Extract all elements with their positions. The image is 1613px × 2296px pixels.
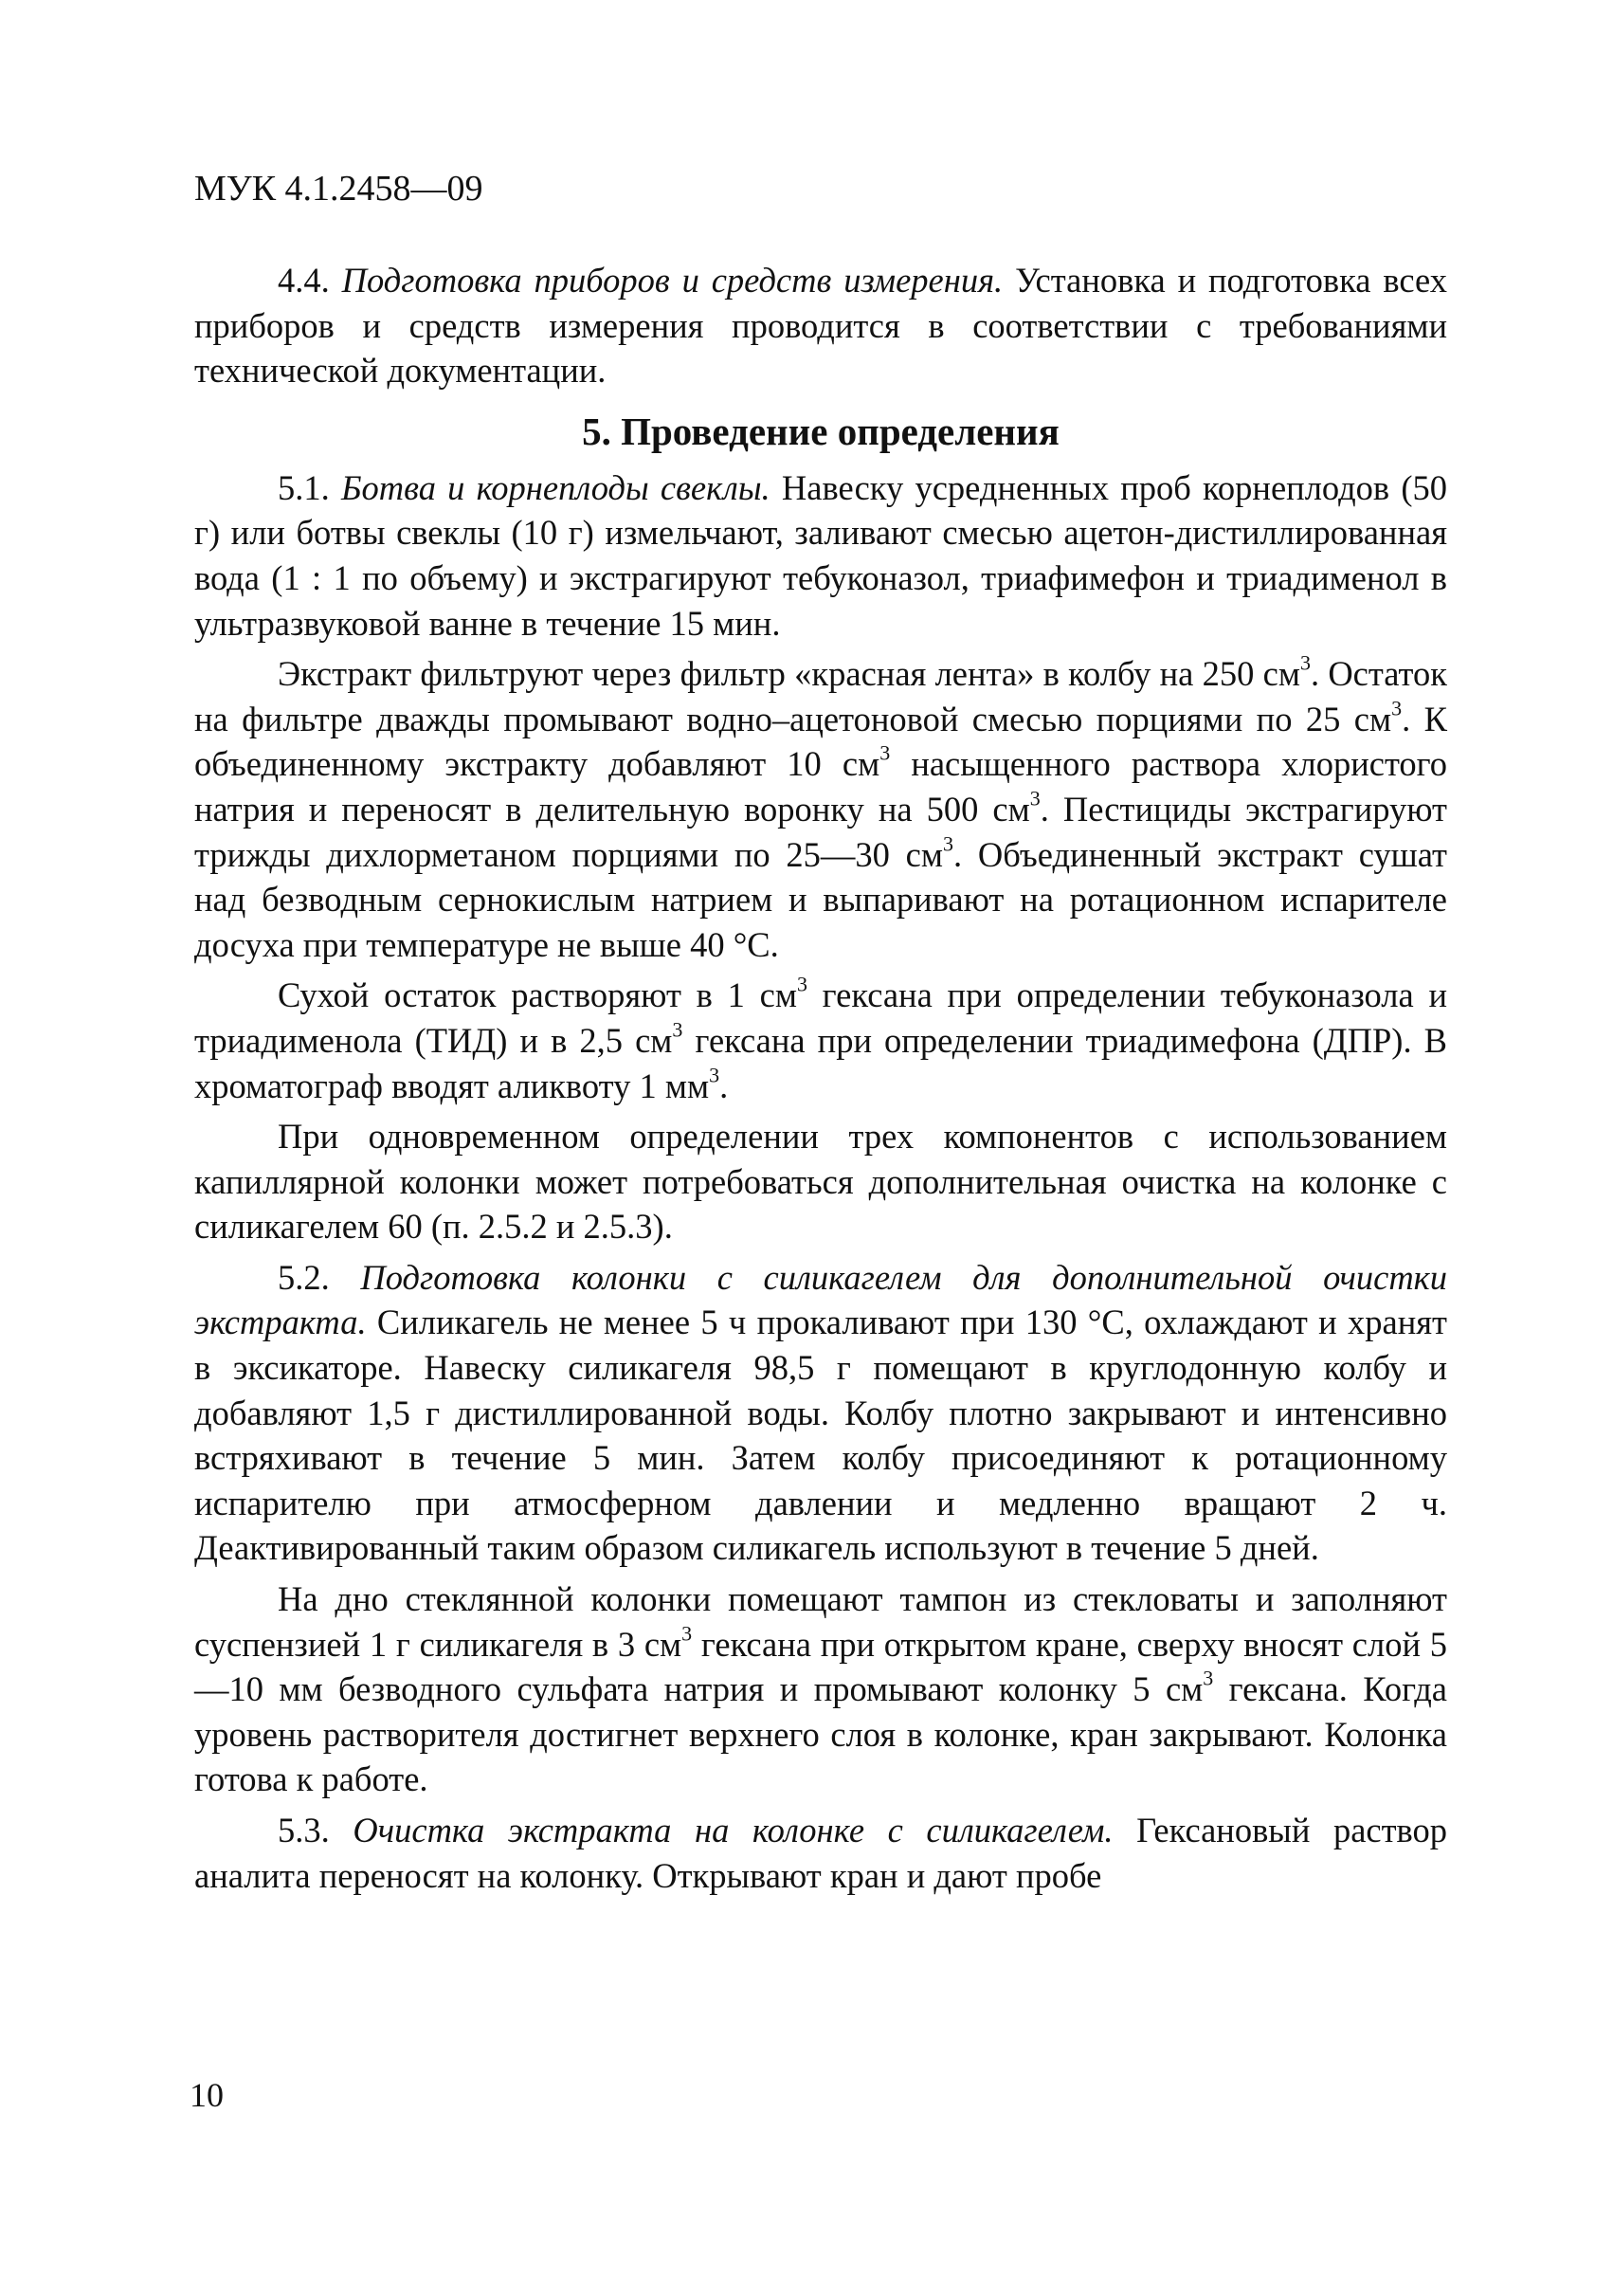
text-run: насыщенного раствора хлористого натрия и переносят в делительную воронку на 500 см [194,744,1447,829]
text-run: Сухой остаток растворяют в 1 см [278,975,797,1015]
superscript: 3 [1299,650,1311,675]
paragraph-text: Установка и подготовка всех приборов и средств измерения проводится в соответствии с требованиями технической документации. [194,261,1448,391]
paragraph-text: Гексановый раствор аналита переносят на колонку. Открывают кран и дают пробе [194,1811,1448,1895]
text-run: гексана при открытом кране, сверху вносят слой 5—10 мм безводного сульфата натрия и промывают колонку 5 см [194,1624,1447,1709]
paragraph-text: Силикагель не менее 5 ч прокаливают при 130 °С, охлаждают и хранят в эксикаторе. Навеску силикагеля 98,5 г помещают в круглодонную колбу и добавляют 1,5 г дистиллированной воды. Колбу плотно закрывают и интенсивно встряхивают в течение 5 мин. Затем колбу присоединяют к ротационному испарителю при атмосферном давлении и медленно вращают 2 ч. Деактивированный таким образом силикагель используют в течение 5 дней. [194,1303,1447,1568]
paragraph-4-4 [194,258,1447,393]
document-body [194,258,1447,1904]
text-run: . [719,1066,729,1105]
section-number: 5.1. [278,467,330,507]
paragraph-text: При одновременном определении трех компонентов с использованием капиллярной колонки может потребоваться дополнительная очистка на колонке с силикагелем 60 (п. 2.5.2 и 2.5.3). [194,1117,1447,1247]
superscript: 3 [1029,786,1041,811]
superscript: 3 [681,1621,693,1646]
text-run: гексана при определении тебуконазола и триадименола (ТИД) и в 2,5 см [194,975,1447,1060]
text-run: . Пестициды экстрагируют трижды дихлорметаном порциями по 25—30 см [194,789,1447,874]
document-code-header: МУК 4.1.2458—09 [194,169,483,209]
paragraph-dry-residue [194,973,1447,1108]
page-number: 10 [190,2076,224,2114]
paragraph-5-2 [194,1255,1447,1571]
superscript: 3 [709,1063,720,1086]
paragraph-text: Навеску усредненных проб корнеплодов (50 г) или ботвы свеклы (10 г) измельчают, заливают смесью ацетон-дистиллированная вода (1 : 1 по объему) и экстрагируют тебуконазол, триафимефон и триадименол в ультразвуковой ванне в течение 15 мин. [194,467,1448,643]
paragraph-extract-filtration [194,651,1447,967]
paragraph-simultaneous-determination [194,1114,1447,1249]
superscript: 3 [879,740,891,765]
superscript: 3 [1203,1666,1214,1690]
text-run: . К объединенному экстракту добавляют 10 см [194,699,1447,784]
section-heading: 5. Проведение определения [582,409,1060,453]
text-run: Экстракт фильтруют через фильтр «красная лента» в колбу на 250 см [278,654,1300,694]
superscript: 3 [672,1017,683,1042]
subsection-title: Подготовка колонки с силикагелем для дополнительной очистки экстракта. [194,1257,1448,1342]
section-number: 5.3. [278,1811,330,1850]
superscript: 3 [942,831,953,856]
paragraph-column-packing [194,1576,1447,1802]
subsection-title: Очистка экстракта на колонке с силикагелем. [353,1811,1114,1850]
paragraph-5-3 [194,1808,1447,1898]
section-number: 5.2. [278,1257,330,1297]
text-run: . Объединенный экстракт сушат над безводным сернокислым натрием и выпаривают на ротационном испарителе досуха при температуре не выше 40 °С. [194,834,1447,964]
subsection-title: Ботва и корнеплоды свеклы. [340,467,770,507]
superscript: 3 [796,972,807,996]
superscript: 3 [1391,696,1403,720]
text-run: . Остаток на фильтре дважды промывают водно–ацетоновой смесью порциями по 25 см [194,654,1447,738]
text-run: гексана. Когда уровень растворителя достигнет верхнего слоя в колонке, кран закрывают. Колонка готова к работе. [194,1669,1447,1799]
subsection-title: Подготовка приборов и средств измерения. [341,261,1004,300]
text-run: гексана при определении триадимефона (ДПР). В хроматограф вводят аликвоту 1 мм [194,1020,1447,1105]
text-run: На дно стеклянной колонки помещают тампон из стекловаты и заполняют суспензией 1 г силикагеля в 3 см [194,1579,1447,1664]
section-number: 4.4. [278,261,330,300]
paragraph-5-1 [194,465,1447,646]
